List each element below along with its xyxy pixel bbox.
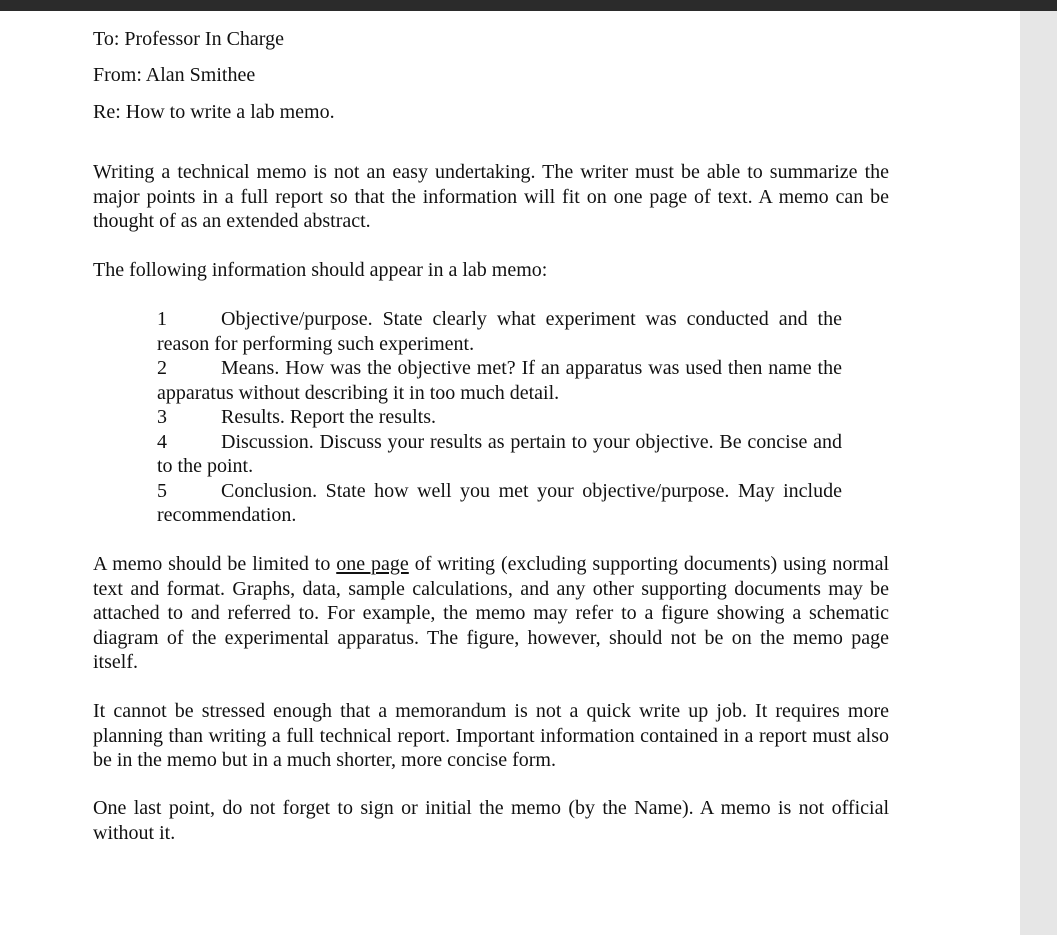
list-item-number: 2 [157, 357, 167, 379]
window-top-bar [0, 0, 1057, 11]
scrollbar-track[interactable] [1020, 11, 1057, 935]
memo-re-line: Re: How to write a lab memo. [93, 101, 335, 123]
list-item-text: Results. Report the results. [221, 406, 436, 428]
list-item-number: 3 [157, 406, 167, 428]
page-limit-text-end: of writing (excluding supporting documents) using normal text and format. Graphs, data, sample calculations, and any other supporting documents may be attached to and referred to. For example, the memo may refer to a figure showing a schematic diagram of the experimental apparatus. The figure, however, should not be on the memo page itself. [93, 553, 889, 673]
page-limit-text-start: A memo should be limited to [93, 553, 337, 575]
list-item-text: Objective/purpose. State clearly what experiment was conducted and the reason for performing such experiment. [157, 308, 842, 355]
list-item [157, 479, 842, 528]
list-intro: The following information should appear in a lab memo: [93, 259, 548, 281]
list-item-number: 5 [157, 479, 167, 502]
list-item [157, 405, 842, 430]
page-limit-paragraph [93, 552, 889, 675]
list-item-text: Means. How was the objective met? If an apparatus was used then name the apparatus without describing it in too much detail. [157, 357, 842, 404]
one-page-emphasis: one page [336, 553, 409, 575]
planning-paragraph: It cannot be stressed enough that a memorandum is not a quick write up job. It requires more planning than writing a full technical report. Important information contained in a report must also be in the memo but in a much shorter, more concise form. [93, 700, 889, 771]
memo-contents-list [157, 307, 842, 528]
list-item-number: 1 [157, 308, 167, 330]
intro-paragraph: Writing a technical memo is not an easy undertaking. The writer must be able to summarize the major points in a full report so that the information will fit on one page of text. A memo can be thought of as an extended abstract. [93, 161, 889, 232]
signature-paragraph: One last point, do not forget to sign or initial the memo (by the Name). A memo is not official without it. [93, 797, 889, 844]
list-item [157, 356, 842, 405]
list-item-text: Discussion. Discuss your results as pertain to your objective. Be concise and to the point. [157, 430, 842, 477]
memo-from-line: From: Alan Smithee [93, 64, 256, 86]
list-item [157, 430, 842, 479]
list-item [157, 307, 842, 356]
list-item-number: 4 [157, 430, 167, 453]
memo-to-line: To: Professor In Charge [93, 28, 284, 50]
list-item-text: Conclusion. State how well you met your objective/purpose. May include recommendation. [157, 479, 842, 526]
